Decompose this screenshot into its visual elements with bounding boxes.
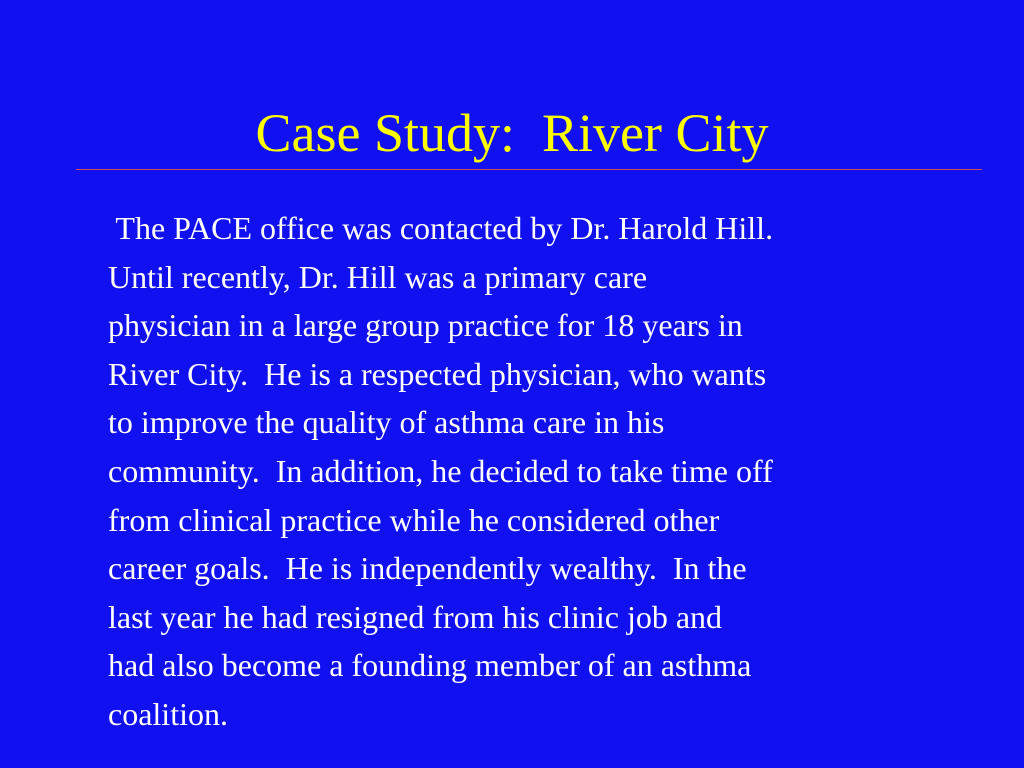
body-line-5: to improve the quality of asthma care in his [108, 404, 665, 441]
body-line-9: last year he had resigned from his clinic job and [108, 598, 723, 635]
slide-body [108, 204, 968, 739]
slide-title: Case Study: River City [255, 103, 769, 163]
body-line-7: from clinical practice while he considered other [108, 501, 720, 538]
body-line-11: coalition. [108, 695, 228, 732]
body-line-4: River City. He is a respected physician, who wants [108, 355, 767, 392]
body-line-2: Until recently, Dr. Hill was a primary care [108, 258, 648, 295]
body-line-6: community. In addition, he decided to take time off [108, 452, 773, 489]
body-line-8: career goals. He is independently wealthy. In the [108, 550, 747, 587]
body-line-10: had also become a founding member of an asthma [108, 647, 752, 684]
title-divider [76, 169, 982, 170]
body-line-1: The PACE office was contacted by Dr. Harold Hill. [108, 210, 774, 246]
body-line-3: physician in a large group practice for 18 years in [108, 307, 743, 344]
